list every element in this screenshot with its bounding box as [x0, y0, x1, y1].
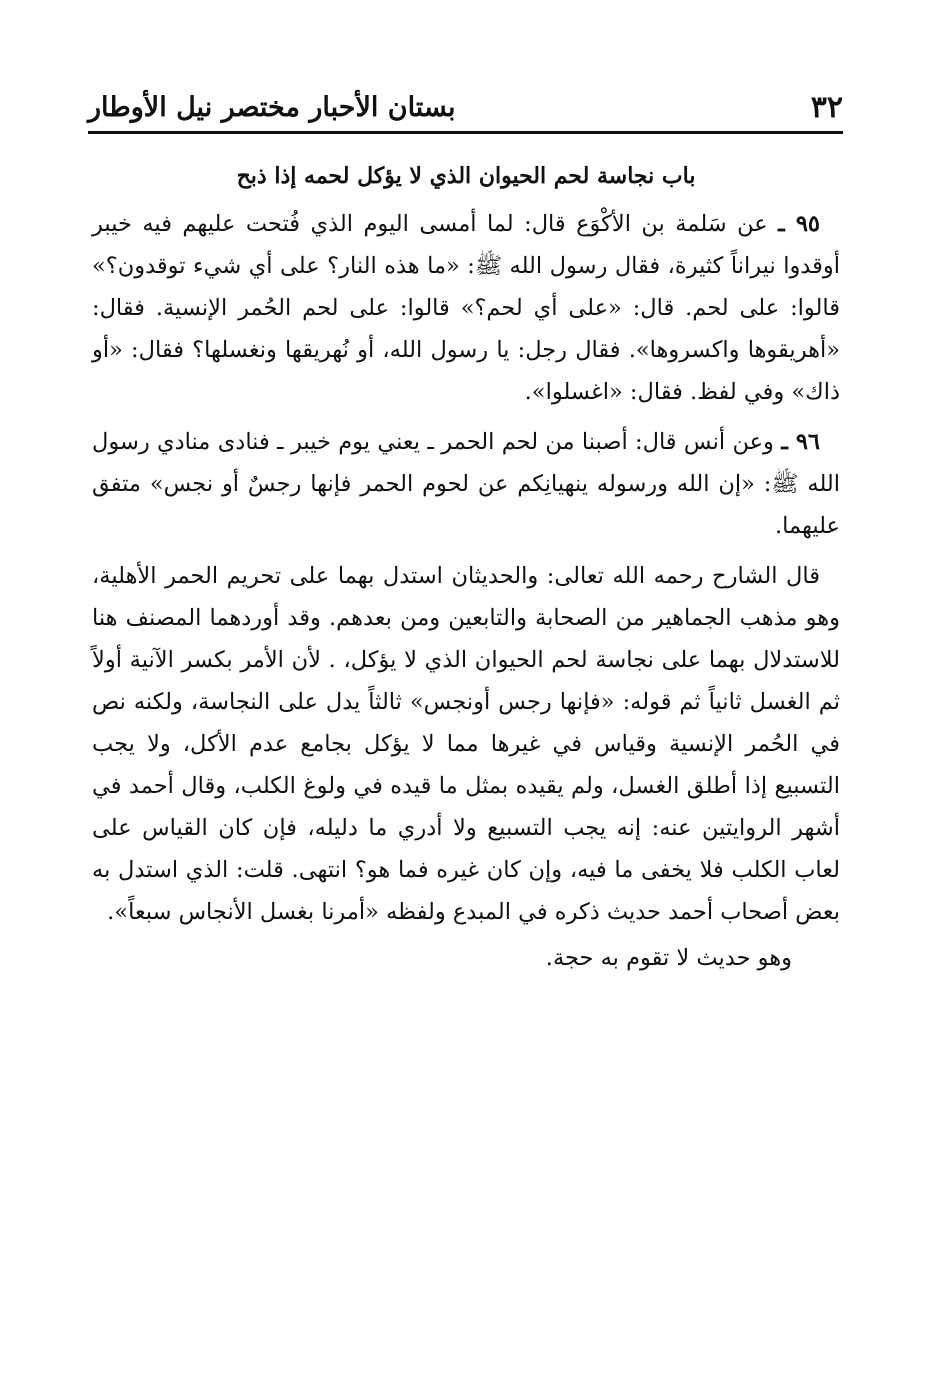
- page-number: ٣٢: [810, 90, 843, 125]
- header-divider: [88, 131, 843, 134]
- hadith-text: وعن أنس قال: أصبنا من لحم الحمر ـ يعني يوم خيبر ـ فنادى منادي رسول الله ﷺ: «إن الله ورسوله ينهيانِكم عن لحوم الحمر فإنها رجسٌ أو نجس» متفق عليهما.: [92, 429, 840, 539]
- hadith-paragraph: [92, 203, 840, 413]
- book-title: بستان الأحبار مختصر نيل الأوطار: [88, 92, 456, 123]
- hadith-number: ٩٦ ـ: [781, 429, 820, 455]
- hadith-paragraph: [92, 421, 840, 547]
- closing-line: وهو حديث لا تقوم به حجة.: [545, 945, 792, 971]
- chapter-title: باب نجاسة لحم الحيوان الذي لا يؤكل لحمه إذا ذبح: [236, 163, 696, 189]
- running-header: [88, 82, 843, 126]
- commentary-paragraph: قال الشارح رحمه الله تعالى: والحديثان استدل بهما على تحريم الحمر الأهلية، وهو مذهب الجماهير من الصحابة والتابعين ومن بعدهم. وقد أوردهما المصنف هنا للاستدلال بهما على نجاسة لحم الحيوان الذي لا يؤكل، . لأن الأمر بكسر الآنية أولاً ثم الغسل ثانياً ثم قوله: «فإنها رجس أونجس» ثالثاً يدل على النجاسة، ولكنه نص في الحُمر الإنسية وقياس في غيرها مما لا يؤكل بجامع عدم الأكل، ولا يجب التسبيع إذا أطلق الغسل، ولم يقيده بمثل ما قيده في ولوغ الكلب، وقال أحمد في أشهر الروايتين عنه: إنه يجب التسبيع ولا أدري ما دليله، فإن كان القياس على لعاب الكلب فلا يخفى ما فيه، وإن كان غيره فما هو؟ انتهى. قلت: الذي استدل به بعض أصحاب أحمد حديث ذكره في المبدع ولفظه «أمرنا بغسل الأنجاس سبعاً».: [92, 563, 840, 925]
- hadith-text: عن سَلمة بن الأكْوَع قال: لما أمسى اليوم الذي فُتحت عليهم فيه خيبر أوقدوا نيراناً كثيرة، فقال رسول الله ﷺ: «ما هذه النار؟ على أي شيء توقدون؟» قالوا: على لحم. قال: «على أي لحم؟» قالوا: على لحم الحُمر الإنسية. فقال: «أهريقوها واكسروها». فقال رجل: يا رسول الله، أو نُهريقها ونغسلها؟ فقال: «أو ذاك» وفي لفظ. فقال: «اغسلوا».: [92, 211, 840, 405]
- page-body: [92, 155, 840, 979]
- hadith-number: ٩٥ ـ: [778, 211, 820, 237]
